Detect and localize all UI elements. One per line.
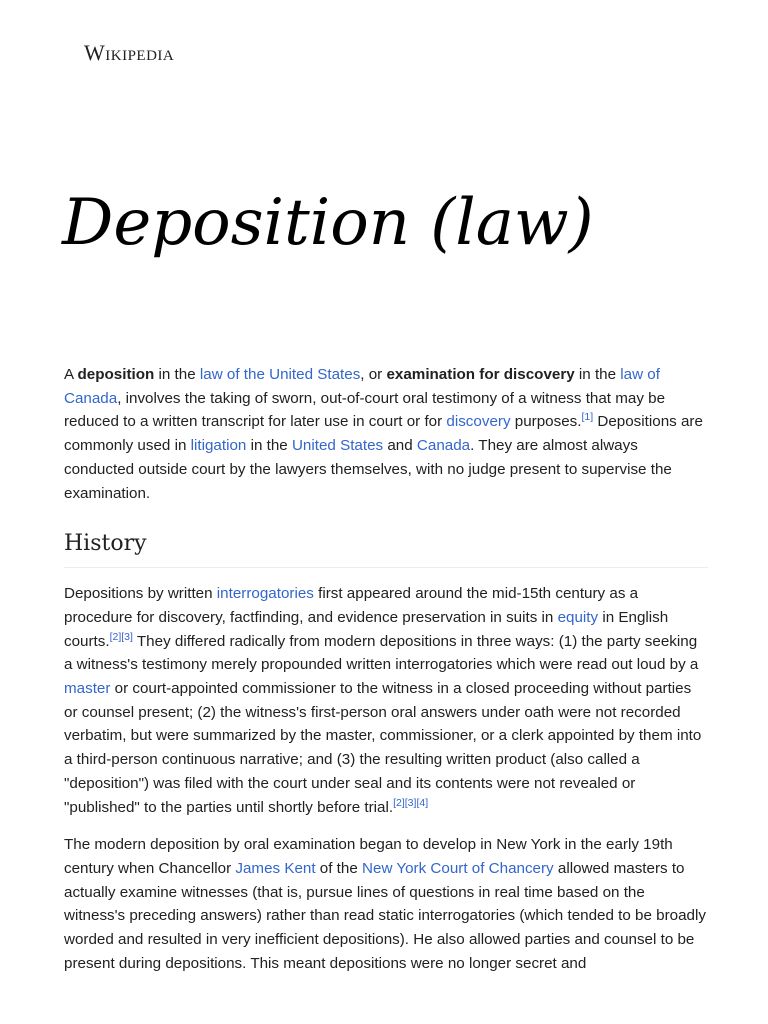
text: , involves the taking of sworn, out-of-court oral testimony of a witness that may be reduced to a written transcript for later use in court or for: [64, 389, 666, 431]
link-interrogatories[interactable]: interrogatories: [216, 585, 314, 603]
citation-link-4[interactable]: [4]: [416, 796, 429, 809]
text: . They are almost always conducted outside court by the lawyers themselves, with no judge present to supervise the examination.: [64, 437, 672, 502]
article-body: [64, 363, 708, 989]
link-law-of-the-united-states[interactable]: law of the United States: [199, 366, 361, 383]
link-discovery[interactable]: discovery: [446, 413, 511, 431]
link-litigation[interactable]: litigation: [190, 437, 247, 455]
text: The modern deposition by oral examination began to develop in New York in the early 19th century when Chancellor: [64, 836, 673, 877]
text: , or: [360, 366, 387, 383]
text: in the: [154, 366, 200, 383]
citation-link-1[interactable]: [1]: [581, 411, 594, 424]
text: of the: [315, 859, 363, 877]
term-examination-for-discovery: examination for discovery: [386, 366, 575, 383]
text: Depositions by written: [64, 585, 217, 603]
link-equity[interactable]: equity: [557, 608, 599, 626]
text: Depositions are commonly used in: [64, 413, 703, 455]
link-new-york-court-of-chancery[interactable]: New York Court of Chancery: [362, 859, 554, 877]
history-paragraph-2: [64, 833, 708, 975]
text: first appeared around the mid-15th century as a procedure for discovery, factfinding, and evidence preservation in suits in: [64, 585, 639, 626]
wikipedia-logo[interactable]: Wikipedia: [84, 40, 175, 65]
page-title: Deposition (law): [62, 186, 594, 260]
link-canada[interactable]: Canada: [416, 437, 471, 455]
citation-link-3[interactable]: [3]: [404, 796, 417, 809]
text: and: [383, 437, 417, 455]
link-united-states[interactable]: United States: [291, 437, 384, 455]
section-heading-history: History: [64, 529, 708, 568]
text: allowed masters to actually examine witnesses (that is, pursue lines of questions in real time based on the witness's preceding answers) rather than read static interrogatories (which tended to be broadly worded and resulted in very inefficient depositions). He also allowed parties and counsel to be present during depositions. This meant depositions were no longer secret and: [64, 859, 706, 972]
text: in the: [574, 366, 621, 383]
citation-link-2[interactable]: [2]: [109, 630, 122, 643]
text: purposes.: [510, 413, 582, 431]
text: They differed radically from modern depositions in three ways: (1) the party seeking a witness's testimony merely propounded written interrogatories which were read out loud by a: [64, 632, 699, 674]
link-james-kent[interactable]: James Kent: [235, 859, 316, 877]
history-paragraph-1: [64, 582, 708, 819]
intro-paragraph: [64, 363, 708, 505]
citation: [581, 411, 593, 423]
link-master[interactable]: master: [64, 680, 111, 698]
text: A: [64, 366, 78, 383]
text: in the: [246, 437, 292, 455]
link-law-of-canada[interactable]: law of Canada: [64, 366, 660, 407]
citation-link-3[interactable]: [3]: [121, 630, 133, 643]
text: or court-appointed commissioner to the witness in a closed proceeding without parties or counsel present; (2) the witness's first-person oral answers under oath were not recorded verbatim, but were summarized by the master, commissioner, or a clerk appointed by them into a third-person continuous narrative; and (3) the resulting written product (also called a "deposition") was filed with the court under seal and its contents were not revealed or "published" to the parties until shortly before trial.: [64, 680, 702, 816]
citation: [393, 797, 428, 809]
citation-link-2[interactable]: [2]: [393, 796, 405, 809]
citation: [110, 631, 133, 643]
text: in English courts.: [64, 608, 669, 650]
term-deposition: deposition: [77, 366, 155, 383]
